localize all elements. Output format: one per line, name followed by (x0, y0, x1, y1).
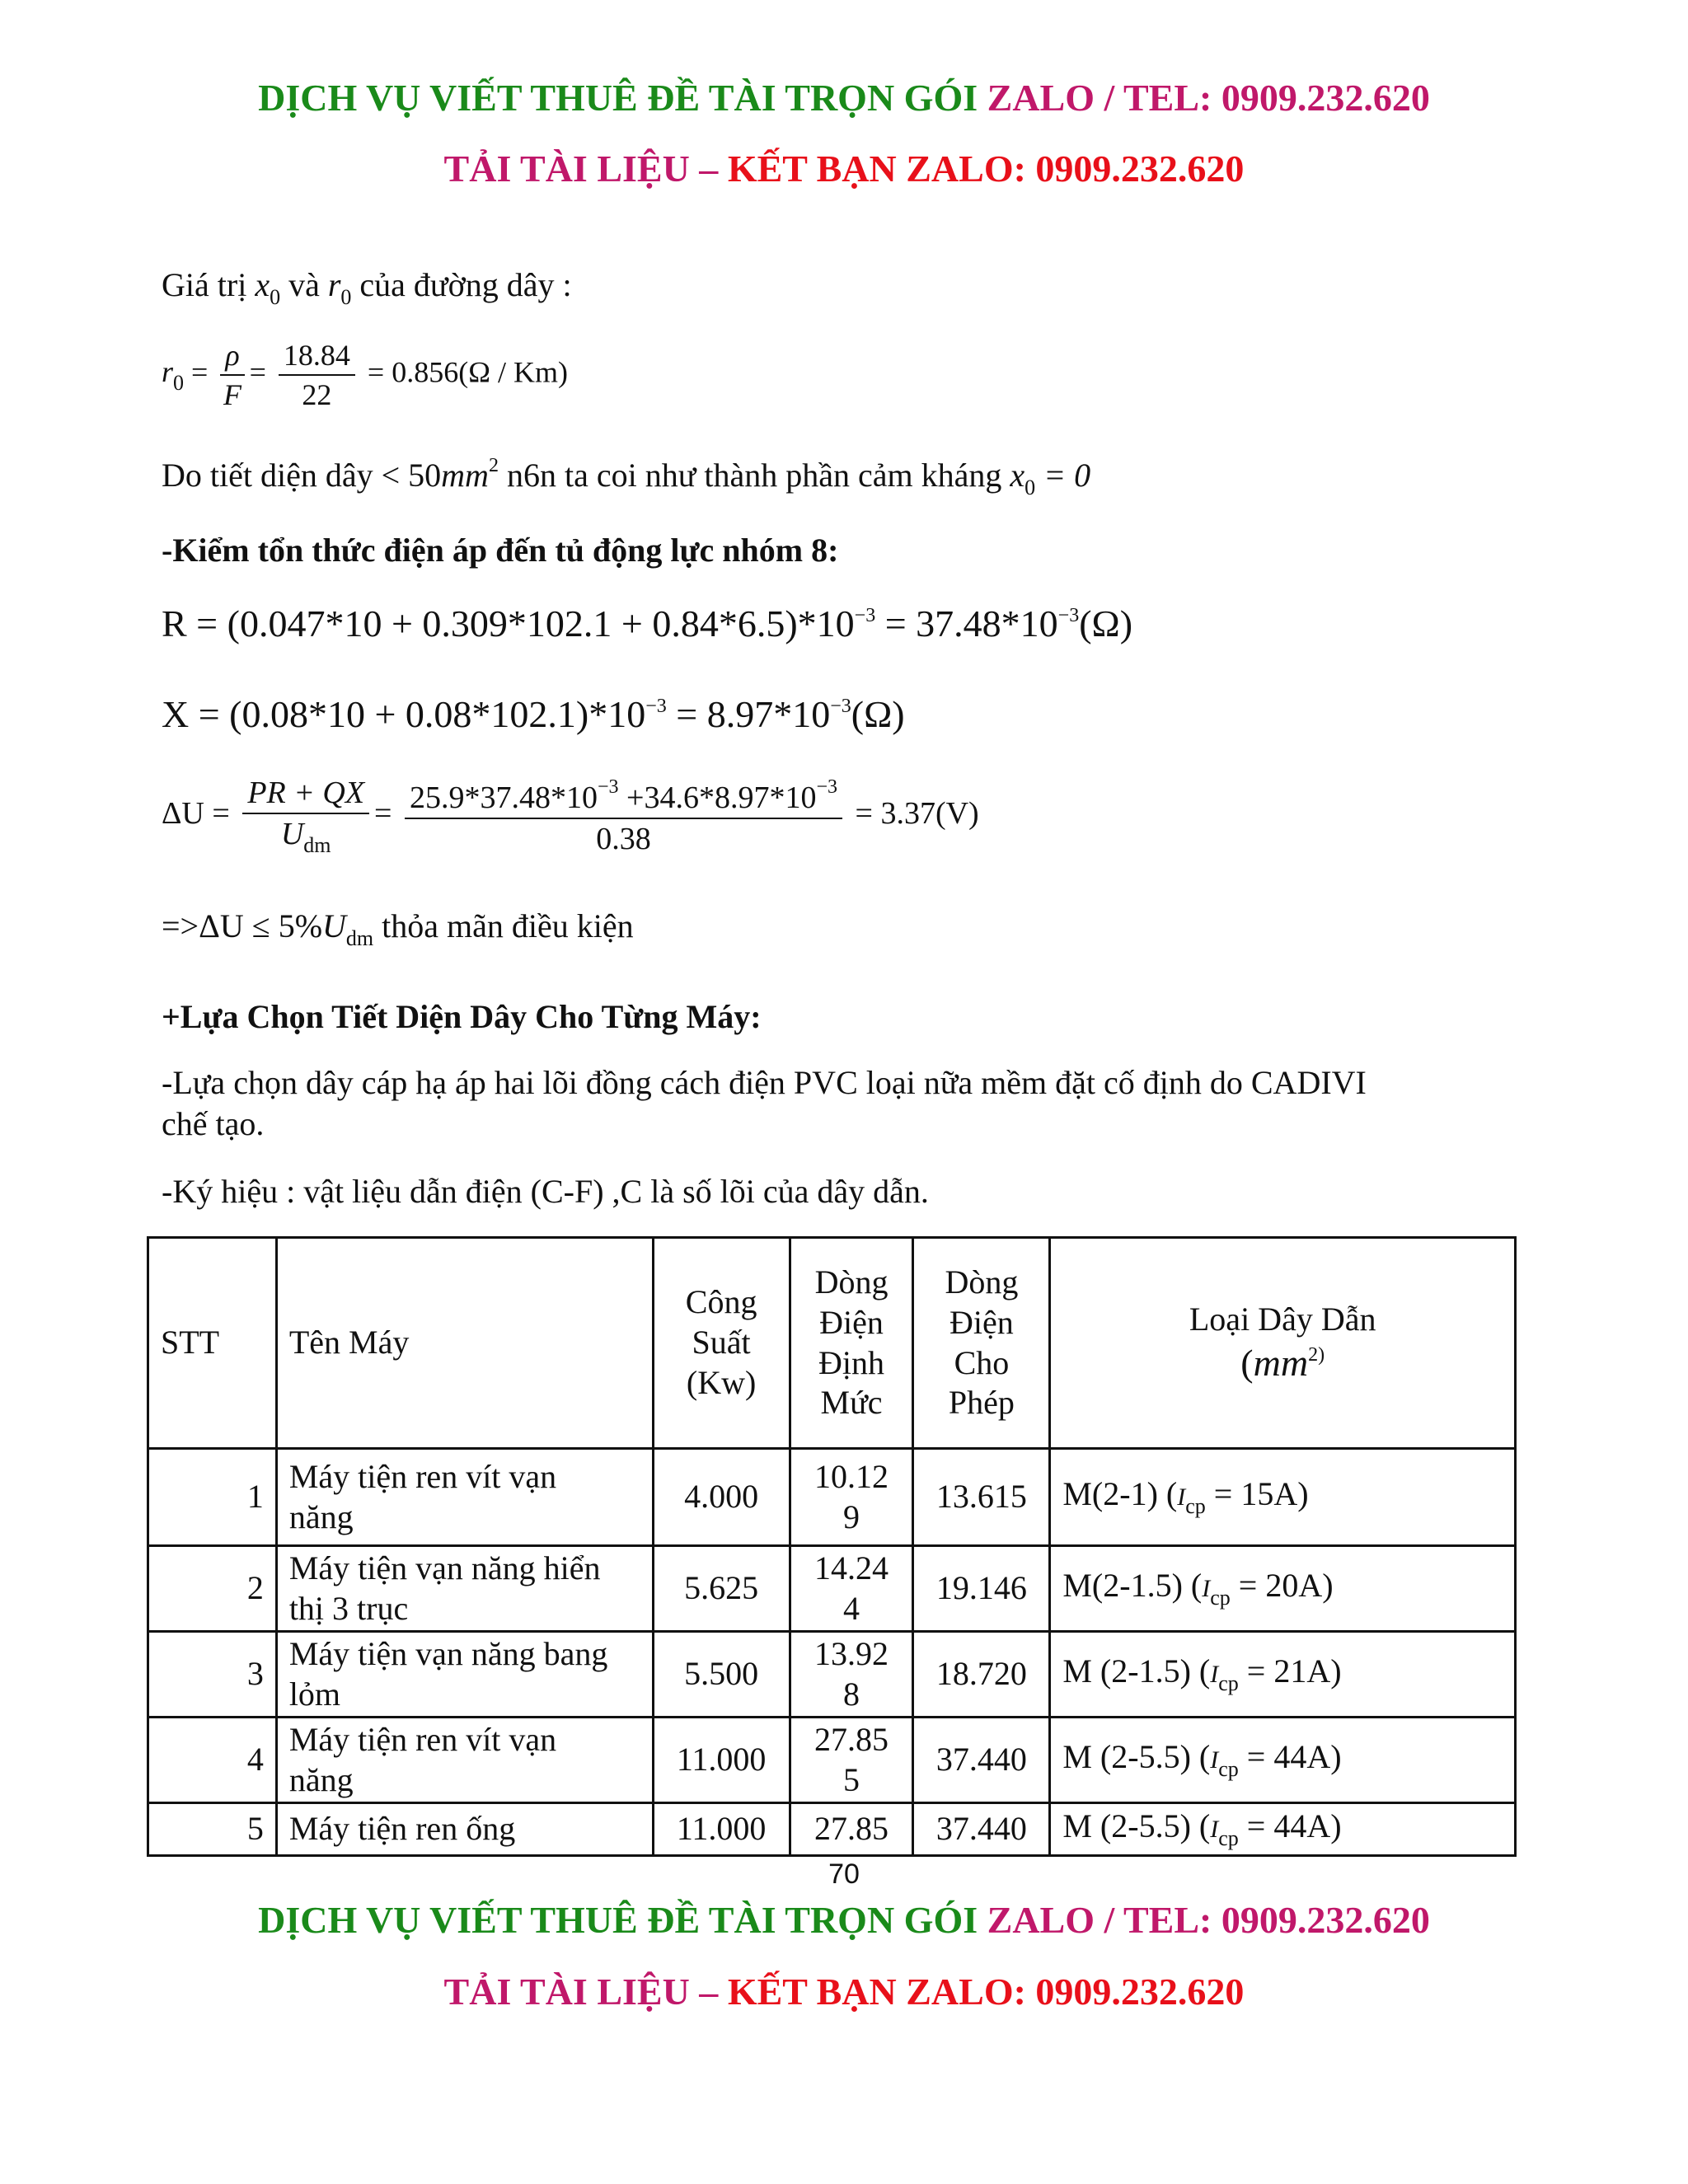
cell-idm: 27.85 (790, 1803, 913, 1856)
cell-idm: 10.12 9 (790, 1449, 913, 1546)
header-dong-dinh-muc: Dòng Điện Định Mức (790, 1238, 913, 1449)
cell-stt: 2 (148, 1546, 277, 1632)
header-service-text: DỊCH VỤ VIẾT THUÊ ĐỀ TÀI TRỌN GÓI (258, 77, 987, 119)
header-dong-cho-phep: Dòng Điện Cho Phép (913, 1238, 1050, 1449)
footer-download-banner (0, 1970, 1688, 2013)
paragraph-cable-choice-2: chế tạo. (162, 1105, 265, 1142)
header-download-banner (0, 147, 1688, 190)
table-row (148, 1718, 1516, 1803)
page-number: 70 (828, 1858, 860, 1890)
footer-service-banner (0, 1898, 1688, 1942)
cell-icp: 18.720 (913, 1632, 1050, 1718)
cell-idm: 27.85 5 (790, 1718, 913, 1803)
header-service-banner (0, 76, 1688, 120)
cross-section-note (162, 455, 1090, 500)
header-phone-text: ZALO / TEL: 0909.232.620 (987, 77, 1430, 119)
cell-name: Máy tiện vạn năng bang lỏm (276, 1632, 653, 1718)
table-header-row (148, 1238, 1516, 1449)
deltaU-formula: ΔU = $\frac{PR + QX}{U_{dm}}$ = $\frac{25.9*37.48*10^{-3} +34.6*8.97*10^{-3}}{0.38}$ = 3.37(V) (162, 776, 979, 857)
intro-and: và (280, 266, 328, 303)
deltaU-condition: $\Delta U \le 5\%U_{dm}$ (199, 907, 374, 950)
footer-service-text: DỊCH VỤ VIẾT THUÊ ĐỀ TÀI TRỌN GÓI (258, 1899, 987, 1941)
cell-icp: 13.615 (913, 1449, 1050, 1546)
cell-wire: M (2-1.5) (Icp = 21A) (1050, 1632, 1516, 1718)
heading-voltage-loss: -Kiểm tổn thức điện áp đến tủ động lực nhóm 8: (162, 532, 839, 569)
footer-download-text: TẢI TÀI LIỆU – (443, 1971, 728, 2013)
cross-section-text: Do tiết diện dây (162, 457, 382, 494)
cell-icp: 19.146 (913, 1546, 1050, 1632)
header-zalo-text: KẾT BẠN ZALO: 0909.232.620 (727, 148, 1245, 190)
intro-tail: của đường dây : (351, 266, 572, 303)
cell-kw: 5.500 (653, 1632, 790, 1718)
r0-fraction: $\frac{18.84}{22}$ (279, 338, 355, 412)
cell-stt: 5 (148, 1803, 277, 1856)
header-ten-may: Tên Máy (276, 1238, 653, 1449)
cell-icp: 37.440 (913, 1718, 1050, 1803)
header-stt: STT (148, 1238, 277, 1449)
header-download-text: TẢI TÀI LIỆU – (443, 148, 728, 190)
deltaU-fraction-numeric: $\frac{25.9*37.48*10^{-3} +34.6*8.97*10^{-3}}{0.38}$ (405, 776, 842, 857)
r0-result: = 0.856(Ω / Km) (367, 355, 568, 389)
paragraph-notation: -Ký hiệu : vật liệu dẫn điện (C-F) ,C là số lõi của dây dẫn. (162, 1173, 929, 1210)
intro-text: Giá trị (162, 266, 256, 303)
cell-name: Máy tiện vạn năng hiển thị 3 trục (276, 1546, 653, 1632)
cell-kw: 11.000 (653, 1803, 790, 1856)
footer-zalo-text: KẾT BẠN ZALO: 0909.232.620 (727, 1971, 1245, 2013)
cell-name: Máy tiện ren vít vạn năng (276, 1449, 653, 1546)
x0-equals-zero: $x_0 = 0$ (1010, 457, 1091, 499)
cell-kw: 4.000 (653, 1449, 790, 1546)
cell-idm: 13.92 8 (790, 1632, 913, 1718)
cell-wire: M (2-5.5) (Icp = 44A) (1050, 1718, 1516, 1803)
r0-formula: $r_0$ = $\frac{\rho}{F}$ = $\frac{18.84}{22}$ = 0.856(Ω / Km) (162, 339, 568, 411)
x0-symbol: $x_0$ (255, 266, 281, 309)
R-formula: $R = (0.047*10 + 0.309*102.1 + 0.84*6.5)*10^{-3} = 37.48*10^{-3}(\Omega)$ (162, 602, 1133, 644)
heading-wire-selection: +Lựa Chọn Tiết Diện Dây Cho Từng Máy: (162, 998, 762, 1035)
X-formula: $X = (0.08*10 + 0.08*102.1)*10^{-3} = 8.97*10^{-3}(\Omega)$ (162, 693, 905, 735)
header-loai-day-dan: Loại Dây Dẫn ($mm^{2)}$ (1050, 1238, 1516, 1449)
lt-50mm2: < $50mm^2$ (381, 455, 499, 494)
cell-icp: 37.440 (913, 1803, 1050, 1856)
deltaU-fraction-symbolic: $\frac{PR + QX}{U_{dm}}$ (242, 775, 369, 858)
table-row (148, 1632, 1516, 1718)
cell-name: Máy tiện ren ống (276, 1803, 653, 1856)
cell-idm: 14.24 4 (790, 1546, 913, 1632)
intro-line (162, 265, 572, 310)
cell-kw: 5.625 (653, 1546, 790, 1632)
r0-symbol: $r_0$ (327, 266, 352, 309)
cell-stt: 3 (148, 1632, 277, 1718)
cell-stt: 1 (148, 1449, 277, 1546)
footer-phone-text: ZALO / TEL: 0909.232.620 (987, 1899, 1430, 1941)
cell-wire: M(2-1.5) (Icp = 20A) (1050, 1546, 1516, 1632)
rho-over-F: $\frac{\rho}{F}$ (220, 338, 244, 412)
cross-section-tail: n6n ta coi như thành phần cảm kháng (498, 457, 1010, 494)
table-row (148, 1803, 1516, 1856)
header-cong-suat: Công Suất (Kw) (653, 1238, 790, 1449)
table-row (148, 1546, 1516, 1632)
deltaU-result: = 3.37(V) (855, 796, 979, 832)
wire-selection-table (147, 1236, 1517, 1857)
cell-stt: 4 (148, 1718, 277, 1803)
paragraph-cable-choice-1: -Lựa chọn dây cáp hạ áp hai lõi đồng cách điện PVC loại nữa mềm đặt cố định do CADIVI (162, 1064, 1367, 1101)
cell-wire: M (2-5.5) (Icp = 44A) (1050, 1803, 1516, 1856)
condition-line: $=>\Delta U \le 5\%U_{dm}$ thỏa mãn điều kiện (162, 907, 634, 950)
cell-kw: 11.000 (653, 1718, 790, 1803)
cell-wire: M(2-1) (Icp = 15A) (1050, 1449, 1516, 1546)
cell-name: Máy tiện ren vít vạn năng (276, 1718, 653, 1803)
table-row (148, 1449, 1516, 1546)
